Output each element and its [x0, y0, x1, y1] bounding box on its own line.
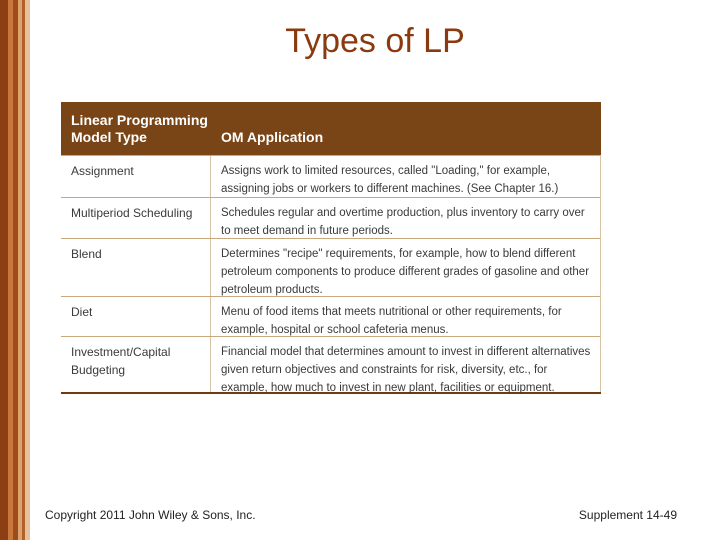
table-row [61, 238, 600, 296]
table-row [61, 296, 600, 336]
model-type-cell: Investment/Capital Budgeting [61, 337, 211, 392]
slide-number-footer: Supplement 14-49 [578, 508, 677, 522]
stripe [0, 0, 8, 540]
application-cell: Financial model that determines amount to invest in different alternatives given return objectives and constraints for risk, diversity, etc., for example, how much to invest in new plant, facilities or equipment. [221, 346, 591, 394]
model-type-cell: Multiperiod Scheduling [61, 198, 211, 238]
table-row [61, 197, 600, 238]
slide-title: Types of LP [285, 22, 465, 60]
application-cell: Schedules regular and overtime production, plus inventory to carry over to meet demand in future periods. [221, 207, 585, 237]
application-cell: Menu of food items that meets nutritional or other requirements, for example, hospital or school cafeteria menus. [221, 306, 562, 336]
table-row [61, 155, 600, 197]
header-model-type: Linear Programming Model Type [71, 112, 208, 145]
stripe [25, 0, 30, 540]
table-body [61, 155, 601, 392]
model-type-cell: Assignment [61, 156, 211, 197]
table-row [61, 336, 600, 392]
model-type-cell: Blend [61, 239, 211, 296]
copyright-footer: Copyright 2011 John Wiley & Sons, Inc. [45, 508, 256, 522]
header-om-application: OM Application [221, 129, 324, 145]
lp-types-table [61, 102, 601, 394]
table-header [61, 102, 601, 155]
model-type-cell: Diet [61, 297, 211, 336]
application-cell: Determines "recipe" requirements, for example, how to blend different petroleum components to produce different grades of gasoline and other petroleum products. [221, 248, 590, 296]
application-cell: Assigns work to limited resources, called "Loading," for example, assigning jobs or workers to different machines. (See Chapter 16.) [221, 165, 559, 195]
decorative-side-stripes [0, 0, 30, 540]
